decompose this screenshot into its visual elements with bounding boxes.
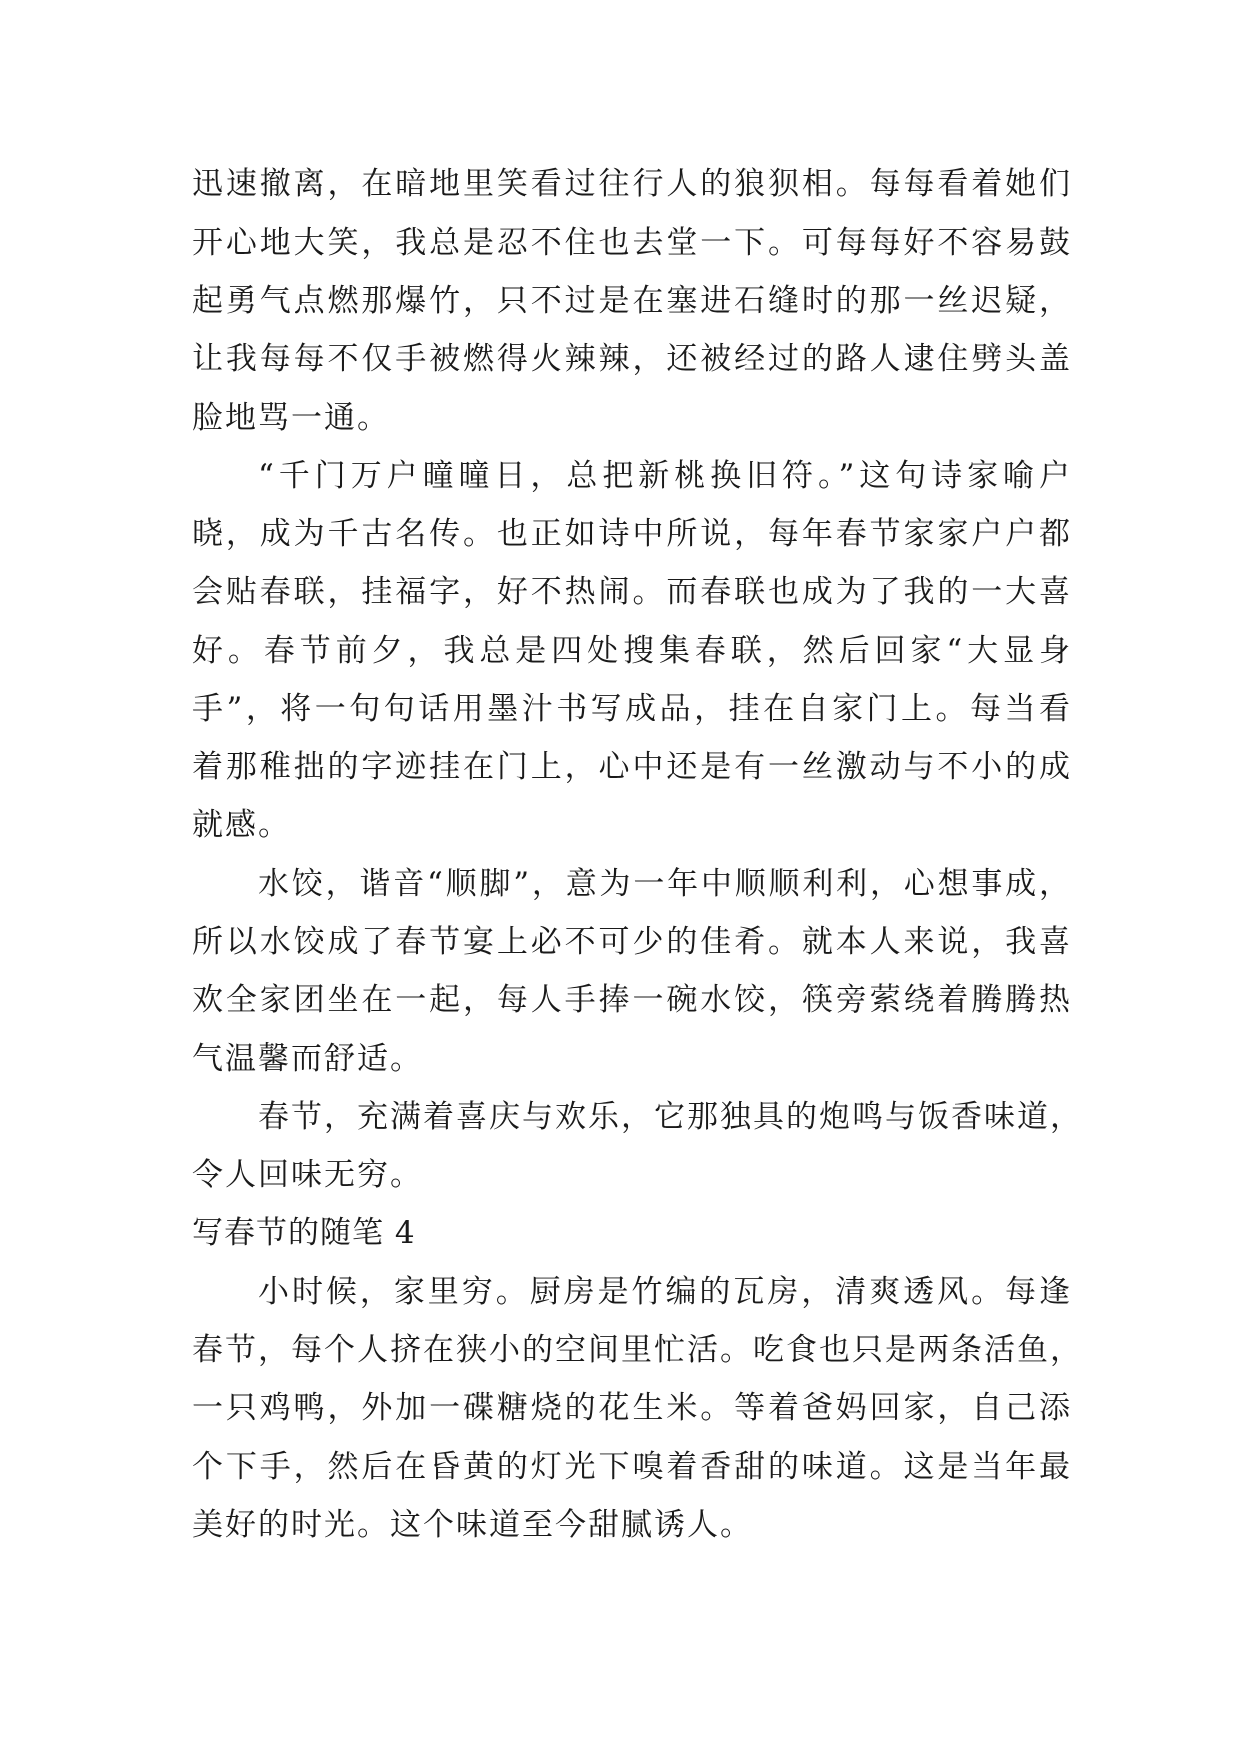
text-line: 所以水饺成了春节宴上必不可少的佳肴。就本人来说，我喜 [192,924,1072,960]
text-line: 一只鸡鸭，外加一碟糖烧的花生米。等着爸妈回家，自己添 [192,1390,1072,1426]
text-line: 晓，成为千古名传。也正如诗中所说，每年春节家家户户都 [192,516,1072,552]
paragraph-first-line: 水饺，谐音“顺脚”，意为一年中顺顺利利，心想事成， [258,866,1072,902]
text-line: 起勇气点燃那爆竹，只不过是在塞进石缝时的那一丝迟疑， [192,283,1072,319]
text-line: 会贴春联，挂福字，好不热闹。而春联也成为了我的一大喜 [192,574,1072,610]
text-line: 手”，将一句句话用墨汁书写成品，挂在自家门上。每当看 [192,691,1072,727]
text-line: 让我每每不仅手被燃得火辣辣，还被经过的路人逮住劈头盖 [192,341,1072,377]
text-line: 就感。 [192,807,291,843]
text-line: 春节，每个人挤在狭小的空间里忙活。吃食也只是两条活鱼， [192,1332,1083,1368]
text-line: 好。春节前夕，我总是四处搜集春联，然后回家“大显身 [192,633,1072,669]
text-line: 开心地大笑，我总是忍不住也去堂一下。可每每好不容易鼓 [192,225,1072,261]
text-line: 个下手，然后在昏黄的灯光下嗅着香甜的味道。这是当年最 [192,1449,1072,1485]
text-line: 美好的时光。这个味道至今甜腻诱人。 [192,1507,753,1543]
paragraph-first-line: “千门万户曈曈日，总把新桃换旧符。”这句诗家喻户 [258,458,1072,494]
paragraph-first-line: 小时候，家里穷。厨房是竹编的瓦房，清爽透风。每逢 [258,1274,1072,1310]
text-line: 着那稚拙的字迹挂在门上，心中还是有一丝激动与不小的成 [192,749,1072,785]
text-line: 迅速撤离，在暗地里笑看过往行人的狼狈相。每每看着她们 [192,166,1072,202]
text-line: 欢全家团坐在一起，每人手捧一碗水饺，筷旁萦绕着腾腾热 [192,982,1072,1018]
text-line: 令人回味无穷。 [192,1157,423,1193]
paragraph-first-line: 春节，充满着喜庆与欢乐，它那独具的炮鸣与饭香味道， [258,1099,1083,1135]
text-line: 气温馨而舒适。 [192,1041,423,1077]
text-line: 脸地骂一通。 [192,400,390,436]
section-heading: 写春节的随笔 4 [192,1215,416,1251]
